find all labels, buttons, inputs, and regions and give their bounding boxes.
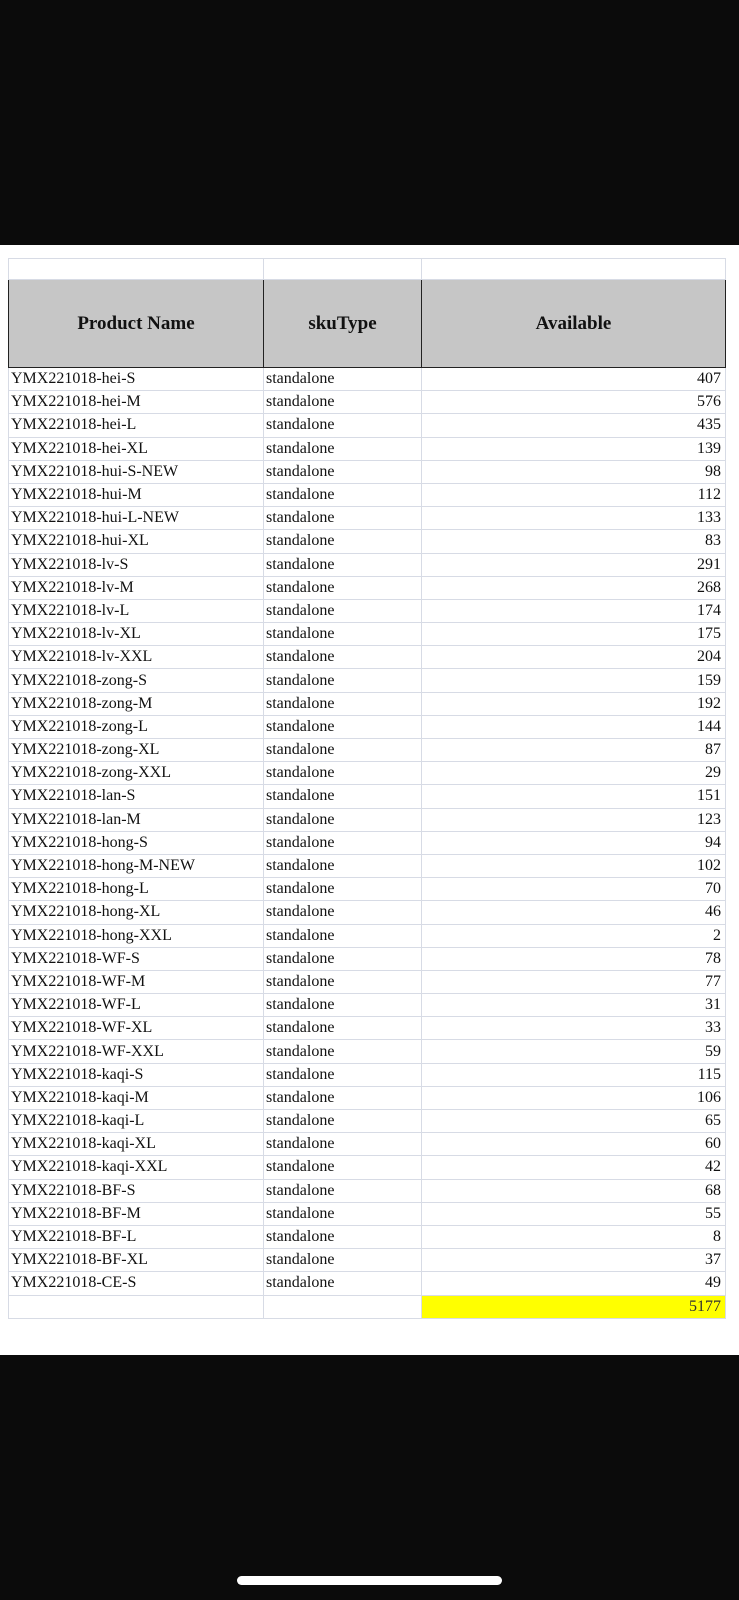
table-row <box>9 878 726 901</box>
table-row <box>9 1225 726 1248</box>
product-name-cell[interactable]: YMX221018-kaqi-L <box>9 1110 264 1133</box>
product-name-cell[interactable]: YMX221018-hong-S <box>9 831 264 854</box>
available-cell[interactable]: 68 <box>422 1179 726 1202</box>
sku-type-cell[interactable]: standalone <box>264 924 422 947</box>
table-row <box>9 1272 726 1295</box>
table-row <box>9 924 726 947</box>
sku-type-cell[interactable]: standalone <box>264 669 422 692</box>
available-cell[interactable]: 59 <box>422 1040 726 1063</box>
table-row <box>9 414 726 437</box>
product-name-cell[interactable]: YMX221018-zong-XL <box>9 739 264 762</box>
product-name-cell[interactable]: YMX221018-kaqi-M <box>9 1086 264 1109</box>
table-row <box>9 1040 726 1063</box>
cell[interactable] <box>9 259 264 280</box>
available-cell[interactable]: 60 <box>422 1133 726 1156</box>
sku-type-cell[interactable]: standalone <box>264 970 422 993</box>
available-cell[interactable]: 291 <box>422 553 726 576</box>
product-name-cell[interactable]: YMX221018-WF-L <box>9 994 264 1017</box>
sku-type-cell[interactable]: standalone <box>264 762 422 785</box>
available-cell[interactable]: 159 <box>422 669 726 692</box>
product-name-cell[interactable]: YMX221018-lan-M <box>9 808 264 831</box>
sku-type-cell[interactable]: standalone <box>264 646 422 669</box>
sku-type-cell[interactable]: standalone <box>264 553 422 576</box>
sku-type-cell[interactable]: standalone <box>264 831 422 854</box>
table-row <box>9 1063 726 1086</box>
product-name-cell[interactable]: YMX221018-WF-XL <box>9 1017 264 1040</box>
available-cell[interactable]: 46 <box>422 901 726 924</box>
header-row <box>9 280 726 368</box>
table-row <box>9 785 726 808</box>
product-name-cell[interactable]: YMX221018-lv-M <box>9 576 264 599</box>
table-row <box>9 947 726 970</box>
available-cell[interactable]: 175 <box>422 623 726 646</box>
table-row <box>9 715 726 738</box>
product-name-cell[interactable]: YMX221018-hei-M <box>9 391 264 414</box>
header-available[interactable]: Available <box>422 280 726 368</box>
available-cell[interactable]: 77 <box>422 970 726 993</box>
product-name-cell[interactable]: YMX221018-BF-M <box>9 1202 264 1225</box>
available-cell[interactable]: 112 <box>422 483 726 506</box>
sku-type-cell[interactable]: standalone <box>264 1249 422 1272</box>
table-row <box>9 530 726 553</box>
table-row <box>9 1202 726 1225</box>
cell[interactable] <box>264 1295 422 1318</box>
available-cell[interactable]: 204 <box>422 646 726 669</box>
available-cell[interactable]: 435 <box>422 414 726 437</box>
sku-type-cell[interactable]: standalone <box>264 576 422 599</box>
table-row <box>9 1086 726 1109</box>
available-cell[interactable]: 49 <box>422 1272 726 1295</box>
available-cell[interactable]: 78 <box>422 947 726 970</box>
sku-type-cell[interactable]: standalone <box>264 1202 422 1225</box>
product-name-cell[interactable]: YMX221018-CE-S <box>9 1272 264 1295</box>
product-name-cell[interactable]: YMX221018-hui-S-NEW <box>9 460 264 483</box>
sku-type-cell[interactable]: standalone <box>264 715 422 738</box>
header-product-name[interactable]: Product Name <box>9 280 264 368</box>
product-name-cell[interactable]: YMX221018-hong-M-NEW <box>9 854 264 877</box>
sku-type-cell[interactable]: standalone <box>264 808 422 831</box>
table-row <box>9 762 726 785</box>
sku-type-cell[interactable]: standalone <box>264 785 422 808</box>
product-name-cell[interactable]: YMX221018-WF-XXL <box>9 1040 264 1063</box>
sku-type-cell[interactable]: standalone <box>264 623 422 646</box>
sku-type-cell[interactable]: standalone <box>264 599 422 622</box>
available-cell[interactable]: 55 <box>422 1202 726 1225</box>
table-row <box>9 692 726 715</box>
available-cell[interactable]: 37 <box>422 1249 726 1272</box>
product-name-cell[interactable]: YMX221018-hong-XXL <box>9 924 264 947</box>
sku-type-cell[interactable]: standalone <box>264 1225 422 1248</box>
cell[interactable] <box>9 1295 264 1318</box>
available-cell[interactable]: 115 <box>422 1063 726 1086</box>
table-row <box>9 599 726 622</box>
product-name-cell[interactable]: YMX221018-zong-M <box>9 692 264 715</box>
header-sku-type[interactable]: skuType <box>264 280 422 368</box>
table-row <box>9 970 726 993</box>
product-name-cell[interactable]: YMX221018-lv-S <box>9 553 264 576</box>
table-row <box>9 507 726 530</box>
sku-type-cell[interactable]: standalone <box>264 507 422 530</box>
sku-type-cell[interactable]: standalone <box>264 414 422 437</box>
table-row <box>9 739 726 762</box>
product-name-cell[interactable]: YMX221018-hong-XL <box>9 901 264 924</box>
sku-type-cell[interactable]: standalone <box>264 878 422 901</box>
total-row <box>9 1295 726 1318</box>
sku-type-cell[interactable]: standalone <box>264 739 422 762</box>
table-row <box>9 1110 726 1133</box>
product-name-cell[interactable]: YMX221018-BF-S <box>9 1179 264 1202</box>
table-row <box>9 901 726 924</box>
product-name-cell[interactable]: YMX221018-hui-L-NEW <box>9 507 264 530</box>
available-cell[interactable]: 65 <box>422 1110 726 1133</box>
table-row <box>9 646 726 669</box>
product-name-cell[interactable]: YMX221018-kaqi-XXL <box>9 1156 264 1179</box>
available-cell[interactable]: 70 <box>422 878 726 901</box>
table-row <box>9 854 726 877</box>
available-cell[interactable]: 174 <box>422 599 726 622</box>
product-name-cell[interactable]: YMX221018-zong-S <box>9 669 264 692</box>
table-row <box>9 483 726 506</box>
sku-type-cell[interactable]: standalone <box>264 1017 422 1040</box>
available-cell[interactable]: 98 <box>422 460 726 483</box>
table-row <box>9 1156 726 1179</box>
product-name-cell[interactable]: YMX221018-zong-L <box>9 715 264 738</box>
sku-type-cell[interactable]: standalone <box>264 1063 422 1086</box>
sku-type-cell[interactable]: standalone <box>264 1156 422 1179</box>
available-cell[interactable]: 94 <box>422 831 726 854</box>
available-cell[interactable]: 8 <box>422 1225 726 1248</box>
available-cell[interactable]: 2 <box>422 924 726 947</box>
table-row <box>9 1133 726 1156</box>
sku-type-cell[interactable]: standalone <box>264 1272 422 1295</box>
sku-type-cell[interactable]: standalone <box>264 391 422 414</box>
total-available-cell[interactable]: 5177 <box>422 1295 726 1318</box>
home-indicator[interactable] <box>237 1576 502 1585</box>
blank-row <box>9 259 726 280</box>
table-row <box>9 553 726 576</box>
product-name-cell[interactable]: YMX221018-hui-M <box>9 483 264 506</box>
sku-type-cell[interactable]: standalone <box>264 368 422 391</box>
table-row <box>9 994 726 1017</box>
table-row <box>9 391 726 414</box>
available-cell[interactable]: 123 <box>422 808 726 831</box>
table-row <box>9 831 726 854</box>
product-name-cell[interactable]: YMX221018-lv-L <box>9 599 264 622</box>
product-name-cell[interactable]: YMX221018-hei-XL <box>9 437 264 460</box>
product-name-cell[interactable]: YMX221018-lv-XL <box>9 623 264 646</box>
sku-type-cell[interactable]: standalone <box>264 1086 422 1109</box>
product-name-cell[interactable]: YMX221018-hei-L <box>9 414 264 437</box>
table-row <box>9 808 726 831</box>
sku-type-cell[interactable]: standalone <box>264 1040 422 1063</box>
product-name-cell[interactable]: YMX221018-BF-XL <box>9 1249 264 1272</box>
sku-type-cell[interactable]: standalone <box>264 530 422 553</box>
product-name-cell[interactable]: YMX221018-kaqi-XL <box>9 1133 264 1156</box>
product-name-cell[interactable]: YMX221018-kaqi-S <box>9 1063 264 1086</box>
product-name-cell[interactable]: YMX221018-hui-XL <box>9 530 264 553</box>
sku-type-cell[interactable]: standalone <box>264 460 422 483</box>
table-row <box>9 1017 726 1040</box>
sku-type-cell[interactable]: standalone <box>264 854 422 877</box>
available-cell[interactable]: 29 <box>422 762 726 785</box>
cell[interactable] <box>264 259 422 280</box>
product-name-cell[interactable]: YMX221018-lv-XXL <box>9 646 264 669</box>
available-cell[interactable]: 31 <box>422 994 726 1017</box>
available-cell[interactable]: 87 <box>422 739 726 762</box>
product-name-cell[interactable]: YMX221018-hei-S <box>9 368 264 391</box>
available-cell[interactable]: 83 <box>422 530 726 553</box>
available-cell[interactable]: 576 <box>422 391 726 414</box>
table-row <box>9 623 726 646</box>
sku-type-cell[interactable]: standalone <box>264 994 422 1017</box>
table-row <box>9 368 726 391</box>
product-name-cell[interactable]: YMX221018-zong-XXL <box>9 762 264 785</box>
table-row <box>9 669 726 692</box>
available-cell[interactable]: 139 <box>422 437 726 460</box>
available-cell[interactable]: 33 <box>422 1017 726 1040</box>
table-row <box>9 1249 726 1272</box>
product-name-cell[interactable]: YMX221018-WF-S <box>9 947 264 970</box>
sku-type-cell[interactable]: standalone <box>264 483 422 506</box>
product-name-cell[interactable]: YMX221018-hong-L <box>9 878 264 901</box>
product-name-cell[interactable]: YMX221018-BF-L <box>9 1225 264 1248</box>
cell[interactable] <box>422 259 726 280</box>
available-cell[interactable]: 42 <box>422 1156 726 1179</box>
product-name-cell[interactable]: YMX221018-lan-S <box>9 785 264 808</box>
table-row <box>9 1179 726 1202</box>
table-row <box>9 576 726 599</box>
available-cell[interactable]: 192 <box>422 692 726 715</box>
available-cell[interactable]: 144 <box>422 715 726 738</box>
available-cell[interactable]: 407 <box>422 368 726 391</box>
sku-type-cell[interactable]: standalone <box>264 437 422 460</box>
available-cell[interactable]: 133 <box>422 507 726 530</box>
sku-type-cell[interactable]: standalone <box>264 1110 422 1133</box>
available-cell[interactable]: 102 <box>422 854 726 877</box>
table-row <box>9 460 726 483</box>
sku-type-cell[interactable]: standalone <box>264 692 422 715</box>
sku-type-cell[interactable]: standalone <box>264 1179 422 1202</box>
sku-type-cell[interactable]: standalone <box>264 1133 422 1156</box>
product-name-cell[interactable]: YMX221018-WF-M <box>9 970 264 993</box>
table-row <box>9 437 726 460</box>
available-cell[interactable]: 151 <box>422 785 726 808</box>
available-cell[interactable]: 268 <box>422 576 726 599</box>
sku-type-cell[interactable]: standalone <box>264 947 422 970</box>
available-cell[interactable]: 106 <box>422 1086 726 1109</box>
inventory-table <box>8 258 726 1319</box>
spreadsheet <box>0 245 739 1355</box>
sku-type-cell[interactable]: standalone <box>264 901 422 924</box>
